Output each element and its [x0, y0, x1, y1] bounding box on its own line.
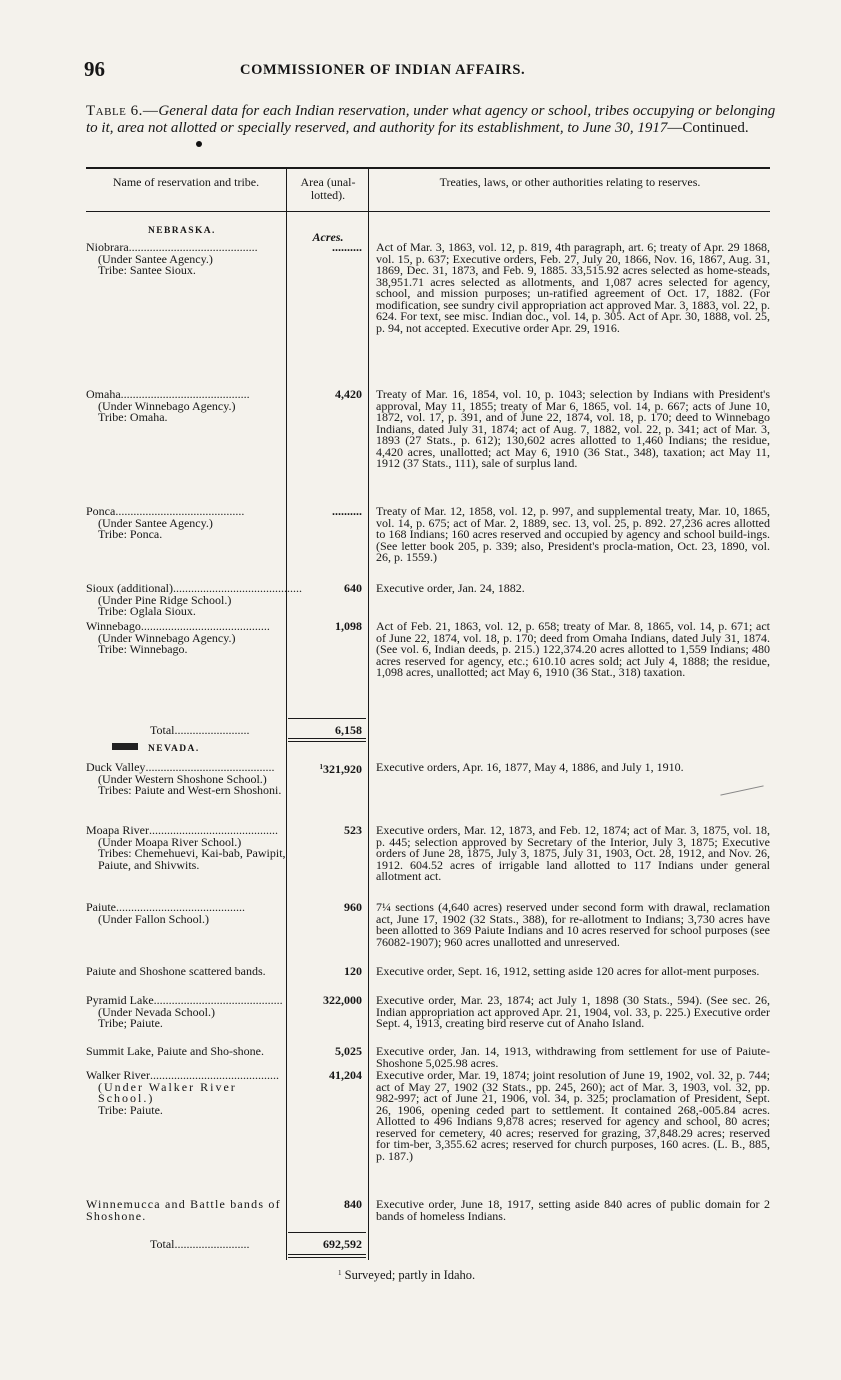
reservation-agency: (Under Walker River School.) [98, 1079, 237, 1105]
authority-summit-lake: Executive order, Jan. 14, 1913, withdrawing from settlement for use of Paiute-Shoshone 5,025.98 acres. [376, 1044, 770, 1070]
header-bottom-rule [86, 211, 770, 212]
reservation-agency: (Under Moapa River School.) [98, 834, 242, 849]
header-area: Area (unal-lotted). [300, 175, 356, 202]
reservation-paiute: Paiute ........................................... (Under Fallon School.) [86, 902, 286, 925]
reservation-niobrara: Niobrara ........................................... (Under Santee Agency.) Tribe: Santee Sioux. [86, 242, 286, 277]
reservation-agency: (Under Santee Agency.) [98, 515, 213, 530]
reservation-agency: (Under Pine Ridge School.) [98, 592, 232, 607]
nevada-total-rule-top [288, 1232, 366, 1233]
nebraska-total-label: Total......................... [150, 723, 250, 737]
authority-winnemucca: Executive order, June 18, 1917, setting aside 840 acres of public domain for 2 bands of homeless Indians. [376, 1197, 770, 1223]
area-pyramid-lake: 322,000 [323, 993, 362, 1007]
reservation-moapa-river: Moapa River ........................................... (Under Moapa River School.) Tribes: Chemehuevi, Kai-bab, Pawipit, Paiute, and Shivwits. [86, 823, 286, 872]
col-divider-left [286, 168, 287, 1260]
reservation-walker-river: Walker River ........................................... (Under Walker River School.) Tribe: Paiute. [86, 1070, 286, 1116]
reservation-agency: (Under Nevada School.) [98, 1004, 215, 1019]
area-sioux-additional: 640 [344, 581, 362, 595]
reservation-agency: (Under Winnebago Agency.) [98, 398, 236, 413]
reservation-name: Omaha [86, 387, 121, 401]
footnote-ref: 1 [319, 763, 323, 771]
reservation-name: Pyramid Lake [86, 993, 154, 1007]
authority-omaha: Treaty of Mar. 16, 1854, vol. 10, p. 1043; selection by Indians with President's approval, May 11, 1855; treaty of Mar 6, 1865, vol. 14, p. 667; acts of June 10, 1872, vol. 17, p. 391, and of June 22, 1874, vol. 18, p. 170; deed to Winnebago Indians, dated July 31, 1874; act of Aug. 7, 1882, vol. 22, p. 341; act of Mar. 3, 1893 (27 Stats., p. 612); 130,602 acres allotted to 1,460 Indians; the residue, 4,420 acres, unallotted; act May 6, 1910 (36 Stat., 348), taxation; act May 11, 1912 (37 Stats., 111), sale of surplus land. [376, 387, 770, 470]
reservation-name: Winnebago [86, 619, 141, 633]
reservation-tribe: Tribe: Winnebago. [98, 642, 188, 656]
total-label-text: Total [150, 1237, 175, 1251]
authority-niobrara: Act of Mar. 3, 1863, vol. 12, p. 819, 4th paragraph, art. 6; treaty of Apr. 29 1868, vol. 15, p. 637; Executive orders, Feb. 27, July 20, 1866, Nov. 16, 1867, Aug. 31, 1869, Dec. 31, 1873, and Feb. 9, 1885. 33,515.92 acres selected as home-steads, 38,951.71 acres selected as allotments, and 1,087 acres selected for agency, school, and mission purposes; un-ratified agreement of Oct. 17, 1882. (For modification, see sundry civil appropriation act approved Mar. 3, 1883, vol. 22, p. 624. For text, see misc. Indian doc., vol. 14, p. 305. Act of Apr. 30, 1888, vol. 25, p. 94, not accepted. Executive order Apr. 29, 1916. [376, 240, 770, 335]
area-duck-valley [290, 762, 362, 776]
area-moapa-river: 523 [344, 823, 362, 837]
reservation-agency: (Under Western Shoshone School.) [98, 771, 267, 786]
area-summit-lake: 5,025 [335, 1044, 362, 1058]
total-label-text: Total [150, 723, 175, 737]
area-paiute-shoshone-scattered: 120 [344, 964, 362, 978]
reservation-tribe: Tribes: Chemehuevi, Kai-bab, Pawipit, Paiute, and Shivwits. [98, 846, 286, 872]
reservation-agency: (Under Fallon School.) [98, 911, 209, 926]
nebraska-total-rule-bottom [288, 738, 366, 739]
page-number: 96 [84, 57, 105, 81]
reservation-name: Winnemucca and Battle bands of Shoshone. [86, 1197, 281, 1223]
reservation-pyramid-lake: Pyramid Lake ........................................... (Under Nevada School.) Tribe; Paiute. [86, 995, 286, 1030]
reservation-name: Summit Lake, Paiute and Sho-shone. [86, 1044, 264, 1058]
printer-mark [112, 743, 138, 750]
reservation-name: Duck Valley [86, 760, 146, 774]
header-name: Name of reservation and tribe. [112, 175, 260, 189]
area-walker-river: 41,204 [329, 1068, 362, 1082]
area-winnemucca: 840 [344, 1197, 362, 1211]
state-heading-nebraska: NEBRASKA. [148, 226, 216, 236]
table-top-rule [86, 167, 770, 169]
authority-duck-valley: Executive orders, Apr. 16, 1877, May 4, 1886, and July 1, 1910. [376, 760, 684, 774]
nevada-total-rule-bottom2 [288, 1257, 366, 1258]
footnote-mark: 1 [338, 1269, 342, 1277]
reservation-sioux-additional: Sioux (additional) ........................................... (Under Pine Ridge School.) Tribe: Oglala Sioux. [86, 581, 302, 618]
reservation-name: Ponca [86, 504, 116, 518]
nevada-total: 692,592 [323, 1237, 362, 1251]
reservation-tribe: Tribe: Paiute. [98, 1102, 163, 1117]
authority-ponca: Treaty of Mar. 12, 1858, vol. 12, p. 997, and supplemental treaty, Mar. 10, 1865, vol. 14, p. 675; act of Mar. 2, 1889, sec. 13, vol. 25, p. 892. 27,236 acres allotted to 168 Indians; 160 acres reserved and occupied by agency and school build-ings. (See letter book 205, p. 339; also, President's procla-mation, Oct. 23, 1890, vol. 26, p. 1559.) [376, 504, 770, 564]
footnote-text: Surveyed; partly in Idaho. [344, 1268, 476, 1282]
col-divider-right [368, 168, 369, 1260]
area-niobrara: .......... [332, 240, 362, 254]
footnote [338, 1268, 475, 1283]
caption-text: General data for each Indian reservation, under what agency or school, tribes occupying or belonging to it, area not allotted or specially reserved, and authority for its establishment, to June 30, 1917 [86, 103, 776, 136]
reservation-name: Sioux (additional) [86, 581, 173, 595]
reservation-duck-valley: Duck Valley ........................................... (Under Western Shoshone School.) Tribes: Paiute and West-ern Shoshoni. [86, 762, 286, 797]
reservation-tribe: Tribe: Omaha. [98, 410, 168, 424]
authority-moapa-river: Executive orders, Mar. 12, 1873, and Feb. 12, 1874; act of Mar. 3, 1875, vol. 18, p. 445; selection approved by Secretary of the Interior, July 3, 1875; Executive orders of June 28, 1875, July 3, 1875, July 31, 1903, Oct. 28, 1912, and Nov. 26, 1912. 604.52 acres of irrigable land allotted to 117 Indians under general allotment act. [376, 823, 770, 883]
reservation-tribe: Tribes: Paiute and West-ern Shoshoni. [98, 783, 282, 797]
nevada-heading-text: NEVADA. [148, 744, 200, 754]
units-acres: Acres. [312, 230, 344, 244]
reservation-name: Paiute and Shoshone scattered bands. [86, 964, 266, 978]
area-ponca: .......... [332, 504, 362, 518]
authority-paiute-shoshone-scattered: Executive order, Sept. 16, 1912, setting aside 120 acres for allot-ment purposes. [376, 964, 760, 978]
reservation-tribe: Tribe: Ponca. [98, 527, 163, 541]
authority-paiute: 7¼ sections (4,640 acres) reserved under second form with drawal, reclamation act, June 17, 1902 (32 Stats., 388), for re-allotment to Indians; 3,730 acres have been allotted to 369 Paiute Indians and 10 acres reserved for school purposes (see 76082-1907); 960 acres unallotted and unreserved. [376, 900, 770, 949]
reservation-tribe: Tribe: Santee Sioux. [98, 263, 196, 277]
caption-continued: —Continued. [667, 120, 749, 136]
authority-pyramid-lake: Executive order, Mar. 23, 1874; act July 1, 1898 (30 Stats., 594). (See sec. 26, Indian appropriation act approved Apr. 21, 1904, vol. 33, p. 225.) Executive order Sept. 4, 1913, creating bird reserve cut of Anaho Island. [376, 993, 770, 1030]
authority-walker-river: Executive order, Mar. 19, 1874; joint resolution of June 19, 1902, vol. 32, p. 744; act of May 27, 1902 (32 Stats., pp. 245, 260); act of Mar. 3, 1903, vol. 32, pp. 982-997; act of June 21, 1906, vol. 34, p. 325; proclamation of President, Sept. 26, 1906, opening ceded part to settlement. It contained 268,-005.84 acres. Allotted to 496 Indians 9,878 acres; reserved for agency and school, 80 acres; reserved for cemetery, 40 acres; reserved for grazing, 37,848.29 acres; reserved for tim-ber, 3,355.62 acres; reserved for church purposes, 160 acres. (L. B., 885, p. 187.) [376, 1068, 770, 1163]
reservation-winnemucca [86, 1199, 286, 1222]
nevada-total-rule-bottom [288, 1254, 366, 1255]
reservation-omaha: Omaha ........................................... (Under Winnebago Agency.) Tribe: Omaha. [86, 389, 286, 424]
reservation-agency: (Under Winnebago Agency.) [98, 630, 236, 645]
table-caption [86, 103, 786, 154]
reservation-winnebago: Winnebago ........................................... (Under Winnebago Agency.) Tribe: Winnebago. [86, 621, 286, 656]
reservation-tribe: Tribe: Oglala Sioux. [98, 604, 196, 618]
reservation-name: Walker River [86, 1068, 151, 1082]
reservation-agency: (Under Santee Agency.) [98, 251, 213, 266]
area-winnebago: 1,098 [335, 619, 362, 633]
reservation-name: Paiute [86, 900, 116, 914]
area-omaha: 4,420 [335, 387, 362, 401]
area-value: 321,920 [323, 762, 362, 776]
reservation-tribe: Tribe; Paiute. [98, 1016, 163, 1030]
reservation-ponca: Ponca ........................................... (Under Santee Agency.) Tribe: Ponca. [86, 506, 286, 541]
stray-dot [196, 141, 202, 147]
nebraska-total-rule-bottom2 [288, 741, 366, 742]
running-head: COMMISSIONER OF INDIAN AFFAIRS. [240, 62, 526, 78]
state-heading-nevada [112, 743, 200, 754]
authority-sioux-additional: Executive order, Jan. 24, 1882. [376, 581, 525, 595]
pen-mark [720, 785, 763, 795]
caption-lead: Table 6.— [86, 103, 159, 119]
reservation-summit-lake [86, 1046, 286, 1058]
nebraska-total-rule-top [288, 718, 366, 719]
authority-winnebago: Act of Feb. 21, 1863, vol. 12, p. 658; treaty of Mar. 8, 1865, vol. 14, p. 671; act of June 22, 1874, vol. 18, p. 170; deed from Omaha Indians, dated July 31, 1874. (See vol. 6, Indian deeds, p. 215.) 122,374.20 acres allotted to 1,559 Indians; 480 acres reserved for agency, etc.; 610.10 acres sold; act July 4, 1888; the residue, 1,098 acres, unallotted; act May 6, 1910 (36 Stat., 318) taxation. [376, 619, 770, 679]
area-paiute: 960 [344, 900, 362, 914]
nevada-total-label: Total......................... [150, 1237, 250, 1251]
header-authority: Treaties, laws, or other authorities relating to reserves. [439, 175, 701, 189]
reservation-paiute-shoshone-scattered [86, 966, 286, 978]
reservation-name: Niobrara [86, 240, 129, 254]
reservation-name: Moapa River [86, 823, 149, 837]
nebraska-total: 6,158 [335, 723, 362, 737]
